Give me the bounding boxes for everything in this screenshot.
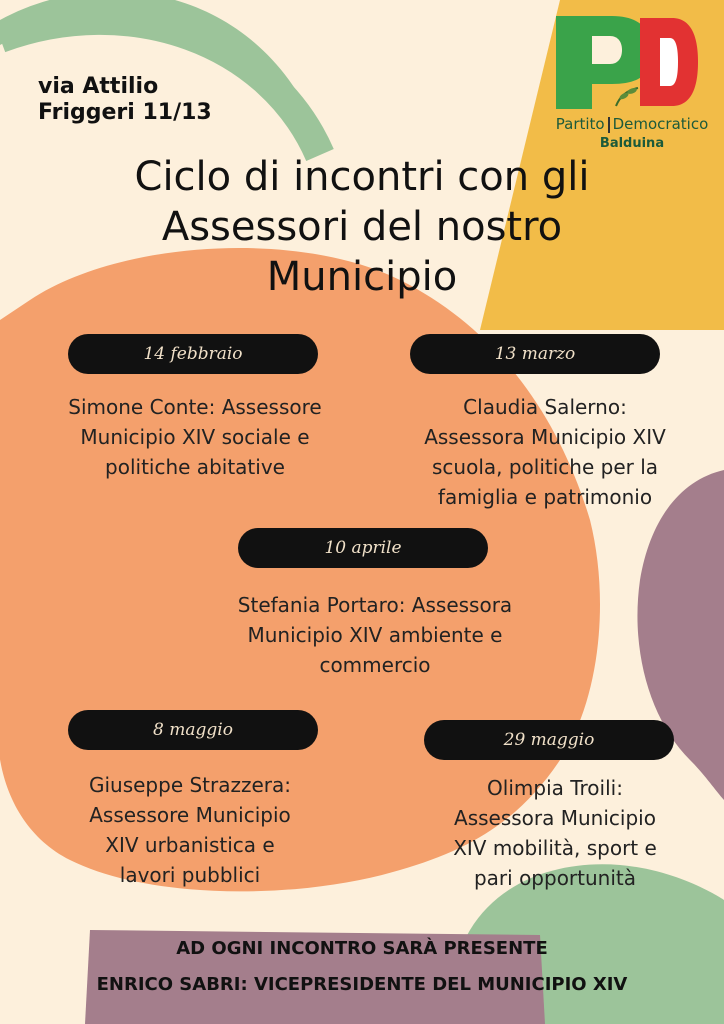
event-description: Stefania Portaro: Assessora Municipio XIV ambiente e commercio [237, 593, 513, 677]
logo-word-right: Democratico [612, 115, 709, 133]
event-date-pill: 29 maggio [424, 720, 674, 760]
event-date-pill: 8 maggio [68, 710, 318, 750]
event-description: Claudia Salerno: Assessora Municipio XIV scuola, politiche per la famiglia e patrimonio [424, 395, 666, 509]
event-description: Olimpia Troili: Assessora Municipio XIV mobilità, sport e pari opportunità [453, 776, 657, 890]
event-date-pill: 14 febbraio [68, 334, 318, 374]
pd-logo-icon [552, 14, 702, 109]
page-title: Ciclo di incontri con gli Assessori del nostro Municipio [134, 154, 590, 300]
logo-subtitle: Balduina [599, 136, 665, 151]
logo-word-left: Partito [555, 115, 605, 133]
event-date-pill: 10 aprile [238, 528, 488, 568]
footer-line-1: AD OGNI INCONTRO SARÀ PRESENTE [176, 938, 548, 959]
party-logo [552, 14, 712, 156]
event-description: Simone Conte: Assessore Municipio XIV sociale e politiche abitative [68, 395, 322, 479]
event-date-pill: 13 marzo [410, 334, 660, 374]
footer-line-2: ENRICO SABRI: VICEPRESIDENTE DEL MUNICIPIO XIV [96, 974, 628, 995]
venue-address: via Attilio Friggeri 11/13 [38, 74, 212, 125]
event-description: Giuseppe Strazzera: Assessore Municipio XIV urbanistica e lavori pubblici [88, 773, 292, 887]
